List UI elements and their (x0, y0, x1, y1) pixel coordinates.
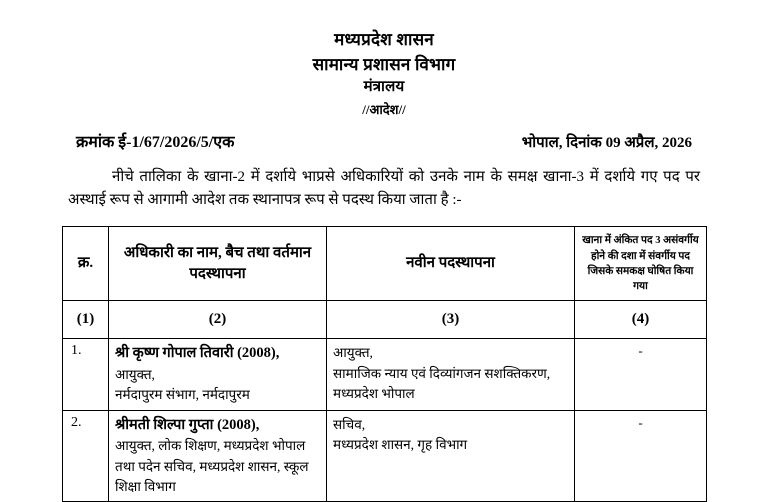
table-body (63, 339, 707, 502)
row-serial-number: 2. (63, 410, 109, 502)
row-note: - (575, 410, 707, 502)
row-new-posting: आयुक्त, सामाजिक न्याय एवं दिव्यांगजन सशक्तिकरण, मध्यप्रदेश भोपाल (327, 339, 575, 410)
place-and-date: भोपाल, दिनांक 09 अप्रैल, 2026 (521, 134, 692, 151)
column-number-1: (1) (63, 301, 109, 339)
header-line-1: मध्यप्रदेश शासन (334, 30, 434, 49)
order-number: क्रमांक ई-1/67/2026/5/एक (76, 133, 235, 151)
row-officer-cell (109, 339, 327, 410)
order-heading: //आदेश// (362, 102, 406, 118)
row-officer-cell (109, 410, 327, 502)
officer-name: श्री कृष्ण गोपाल तिवारी (2008), (115, 345, 280, 362)
header-line-2: सामान्य प्रशासन विभाग (312, 54, 456, 74)
row-note: - (575, 339, 707, 410)
order-meta-row (62, 130, 706, 152)
header-line-3: मंत्रालय (363, 79, 405, 96)
officer-name: श्रीमती शिल्पा गुप्ता (2008), (115, 416, 260, 433)
intro-paragraph: नीचे तालिका के खाना-2 में दर्शाये भाप्रसे अधिकारियों को उनके नाम के समक्ष खाना-3 में दर्शाये गए पद पर अस्थाई रूप से आगामी आदेश तक स्थानापत्र रूप से पदस्थ किया जाता है :- (68, 168, 700, 209)
table-column-number-row (63, 301, 707, 339)
header-cell-note: खाना में अंकित पद 3 असंवर्गीय होने की दशा में संवर्गीय पद जिसके समकक्ष घोषित किया गया (575, 227, 707, 301)
column-number-2: (2) (109, 301, 327, 339)
table-header (63, 227, 707, 339)
row-serial-number: 1. (63, 339, 109, 410)
table-row (63, 339, 707, 410)
officer-current-posting: आयुक्त, नर्मदापुरम संभाग, नर्मदापुरम (115, 367, 250, 403)
column-number-4: (4) (575, 301, 707, 339)
header-cell-officer: अधिकारी का नाम, बैच तथा वर्तमान पदस्थापना (109, 227, 327, 301)
header-cell-new-post: नवीन पदस्थापना (327, 227, 575, 301)
row-new-posting: सचिव, मध्यप्रदेश शासन, गृह विभाग (327, 410, 575, 502)
officer-current-posting: आयुक्त, लोक शिक्षण, मध्यप्रदेश भोपाल तथा पदेन सचिव, मध्यप्रदेश शासन, स्कूल शिक्षा विभाग (115, 438, 309, 494)
document-header (62, 28, 706, 120)
header-cell-sn: क्र. (63, 227, 109, 301)
table-row (63, 410, 707, 502)
column-number-3: (3) (327, 301, 575, 339)
document-page (0, 28, 768, 494)
table-header-row (63, 227, 707, 301)
postings-table (62, 226, 707, 502)
